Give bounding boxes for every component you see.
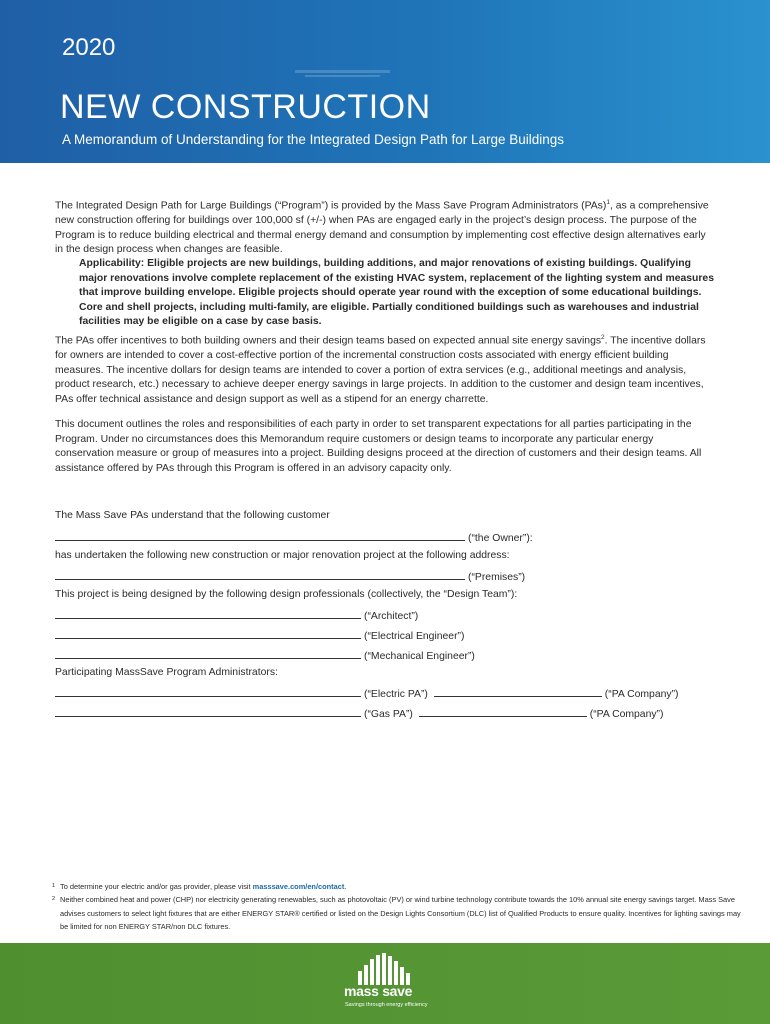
architect-field[interactable] [55,608,361,619]
footnote-2 [52,893,742,933]
customer-intro: The Mass Save PAs understand that the following customer [55,510,330,521]
footnotes [52,880,742,934]
logo-name: mass save [344,983,413,999]
mechanical-engineer-field[interactable] [55,648,361,659]
pa-intro: Participating MassSave Program Administrators: [55,667,278,678]
design-intro: This project is being designed by the following design professionals (collectively, the “Design Team”): [55,589,518,600]
footnote-ref-1: 1 [606,199,610,206]
logo-tagline: Savings through energy efficiency [345,1002,428,1008]
electric-pa-field[interactable] [55,686,361,697]
footnote-1-end: . [344,882,347,891]
electric-pa-company-label: (“PA Company”) [604,689,679,700]
incentives-text: The PAs offer incentives to both building owners and their design teams based on expected annual site energy savings [55,335,602,347]
premises-row [55,569,525,583]
architect-label: (“Architect”) [364,611,419,622]
footnote-1-text: To determine your electric and/or gas provider, please visit [60,882,253,891]
architect-row [55,608,418,622]
footnote-1-marker: 1 [52,883,56,889]
document-year: 2020 [62,34,116,61]
gas-pa-label: (“Gas PA”) [364,709,413,720]
footnote-2-marker: 2 [52,896,56,903]
intro-paragraph [55,196,715,258]
footnote-2-text: Neither combined heat and power (CHP) nor electricity generating renewables, such as photovoltaic (PV) or wind turbine technology contribute towards the 10% annual site energy savings target. Mass Save advises customers to select light fixtures that are either ENERGY STAR® certified or listed on the Design Lights Consortium (DLC) list of Qualified Products to ensure quality. Incentives for lighting savings may be limited for non ENERGY STAR/non DLC fixtures. [60,895,741,932]
contact-link[interactable]: masssave.com/en/contact [252,882,345,891]
watermark-graphic [295,66,390,80]
owner-field[interactable] [55,530,465,541]
document-text: This document outlines the roles and responsibilities of each party in order to set transparent expectations for all parties participating in the Program. Under no circumstances does this Memorandum require customers or design teams to incorporate any particular energy conservation measure or group of measures into a project. Building designs proceed at the direction of customers and their design teams. All assistance offered by PAs through this Program is offered in an advisory capacity only. [55,419,702,474]
electric-pa-row [55,686,679,700]
gas-pa-row [55,706,663,720]
electrical-engineer-label: (“Electrical Engineer”) [364,631,465,642]
electrical-engineer-row [55,628,464,642]
incentives-paragraph [55,331,715,407]
page-title: NEW CONSTRUCTION [60,88,431,126]
footer-banner [0,943,770,1024]
document-paragraph [55,418,715,476]
intro-text-cont: , as a comprehensive new construction offering for buildings over 100,000 sf (+/-) when PAs are engaged early in the project’s design process. The purpose of the Program is to reduce building electrical and thermal energy demand and consumption by implementing cost effective design alternatives early in the design process when changes are feasible. [55,200,709,256]
electric-pa-company-field[interactable] [434,686,602,697]
applicability-paragraph [79,257,715,330]
gas-pa-company-label: (“PA Company”) [589,709,664,720]
header-banner [0,0,770,163]
applicability-text: Applicability: Eligible projects are new buildings, building additions, and major renovations of existing buildings. Qualifying major renovations involve complete replacement of the existing HVAC system, replacement of the lighting system and measures that improve building envelope. Eligible projects should operate year round with the exception of some educational buildings. Core and shell projects, including multi-family, are eligible. Partially conditioned buildings such as warehouses and industrial facilities may be eligible on a case by case basis. [79,258,714,328]
intro-text: The Integrated Design Path for Large Buildings (“Program”) is provided by the Mass Save Program Administrators (PAs) [55,200,607,212]
project-intro: has undertaken the following new construction or major renovation project at the following address: [55,550,510,561]
mechanical-engineer-label: (“Mechanical Engineer”) [364,651,475,662]
page-subtitle: A Memorandum of Understanding for the Integrated Design Path for Large Buildings [62,132,565,147]
gas-pa-field[interactable] [55,706,361,717]
mass-save-logo [340,953,430,1015]
footnote-ref-2: 2 [601,334,605,341]
gas-pa-company-field[interactable] [419,706,587,717]
sunburst-icon [348,953,418,987]
electric-pa-label: (“Electric PA”) [364,689,428,700]
mechanical-engineer-row [55,648,475,662]
incentives-text-cont: . The incentive dollars for owners are intended to cover a cost-effective portion of the incremental construction costs associated with energy efficient building measures. The incentive dollars for design teams are intended to cover a portion of extra services (e.g., additional meetings and analysis, product research, etc.) necessary to achieve deeper energy savings in large projects. In addition to the customer and design team incentives, PAs offer technical assistance and design support as well as a stipend for an energy charrette. [55,335,706,405]
owner-row [55,530,533,544]
premises-field[interactable] [55,569,465,580]
premises-label: (“Premises”) [468,572,526,583]
electrical-engineer-field[interactable] [55,628,361,639]
owner-label: (“the Owner”): [468,533,533,544]
footnote-1 [52,880,742,893]
